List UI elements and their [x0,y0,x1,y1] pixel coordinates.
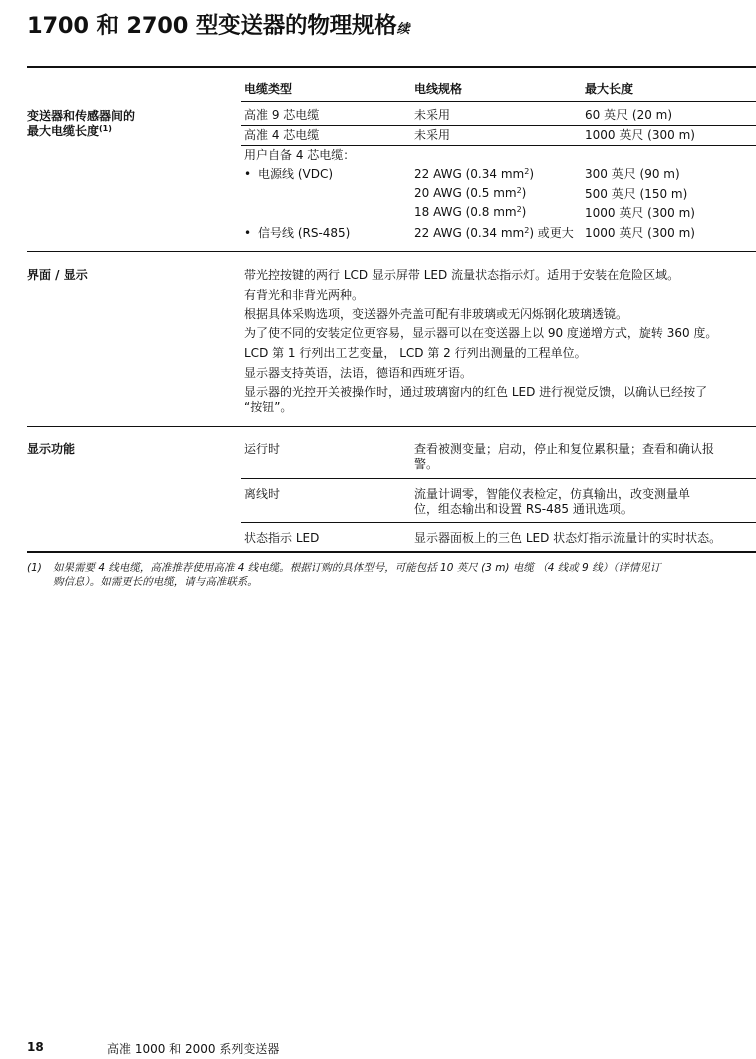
title-continued: 续 [396,22,410,37]
power-gauge-1 [414,167,534,182]
power-gauge-1-post: ) [529,167,534,181]
signal-gauge [414,226,574,241]
power-gauge-2 [414,186,526,201]
power-gauge-2-post: ) [521,186,527,200]
row-rule-2 [241,145,756,146]
function-mode-run: 运行时 [244,442,281,456]
page-title-text: 1700 和 2700 型变送器的物理规格 [27,13,397,39]
length-4-core: 1000 英尺 (300 m) [585,128,695,142]
page-number: 18 [27,1040,44,1054]
power-gauge-1-sup: 2 [524,167,530,176]
signal-gauge-sup: 2 [524,226,530,235]
function-mode-led: 状态指示 LED [244,531,320,545]
footnote-line-2: 购信息）。如需更长的电缆，请与高准联系。 [53,576,258,588]
function-mode-offline: 离线时 [244,487,281,501]
power-gauge-2-sup: 2 [516,186,522,195]
length-9-core: 60 英尺 (20 m) [585,108,673,122]
interface-line-4: 为了使不同的安装定位更容易，显示器可以在变送器上以 90 度递增方式，旋转 360 度。 [244,326,718,340]
cable-type-4-core: 高准 4 芯电缆 [244,128,320,142]
power-gauge-1-pre: 22 AWG (0.34 mm [414,167,525,181]
gauge-4-core: 未采用 [414,128,451,142]
power-gauge-3-post: ) [521,205,527,219]
interface-line-1: 带光控按键的两行 LCD 显示屏带 LED 流量状态指示灯。适用于安装在危险区域。 [244,268,680,282]
cable-section-label-2-text: 最大电缆长度 [27,124,100,138]
top-rule [27,66,756,68]
signal-bullet: • [244,226,252,240]
footnote-ref: (1) [99,124,112,133]
power-line-label: 电源线 (VDC) [258,167,334,181]
function-desc-offline-1: 流量计调零，智能仪表检定，仿真输出，改变测量单 [414,487,691,501]
function-rule-2 [241,522,756,523]
function-rule-1 [241,478,756,479]
header-rule [241,101,756,102]
page-footer-title: 高准 1000 和 2000 系列变送器 [107,1042,280,1056]
cable-section-label-2 [27,124,112,139]
user-cable-label: 用户自备 4 芯电缆： [244,148,356,162]
interface-line-6: 显示器支持英语，法语，德语和西班牙语。 [244,366,473,380]
power-gauge-2-pre: 20 AWG (0.5 mm [414,186,517,200]
cable-type-9-core: 高准 9 芯电缆 [244,108,320,122]
interface-line-7: 显示器的光控开关被操作时，通过玻璃窗内的红色 LED 进行视觉反馈，以确认已经按了 [244,385,708,399]
header-max-length: 最大长度 [585,82,634,96]
section-rule-1 [27,251,756,252]
functions-section-label: 显示功能 [27,442,76,456]
power-bullet: • [244,167,252,181]
signal-line-label: 信号线 (RS-485) [258,226,351,240]
interface-line-2: 有背光和非背光两种。 [244,288,365,302]
function-desc-offline-2: 位，组态输出和设置 RS-485 通讯选项。 [414,502,633,516]
interface-section-label: 界面 / 显示 [27,268,88,282]
signal-length: 1000 英尺 (300 m) [585,226,695,240]
footnote-line-1: 如果需要 4 线电缆，高准推荐使用高准 4 线电缆。根据订购的具体型号，可能包括 10 英尺 (3 m) 电缆 （4 线或 9 线）（详情见订 [53,562,661,574]
power-length-2: 500 英尺 (150 m) [585,187,688,201]
interface-line-3: 根据具体采购选项，变送器外壳盖可配有非玻璃或无闪烁钢化玻璃透镜。 [244,307,629,321]
signal-gauge-post: ) 或更大 [529,226,574,240]
footnote-marker: (1) [27,562,42,574]
page-title [27,8,409,40]
bottom-rule [27,551,756,553]
header-cable-type: 电缆类型 [244,82,293,96]
function-desc-run-1: 查看被测变量；启动，停止和复位累积量；查看和确认报 [414,442,715,456]
power-gauge-3-sup: 2 [516,205,522,214]
gauge-9-core: 未采用 [414,108,451,122]
section-rule-2 [27,426,756,427]
power-length-3: 1000 英尺 (300 m) [585,206,695,220]
cable-section-label-1: 变送器和传感器间的 [27,109,136,123]
power-gauge-3-pre: 18 AWG (0.8 mm [414,205,517,219]
interface-line-5: LCD 第 1 行列出工艺变量， LCD 第 2 行列出测量的工程单位。 [244,346,587,360]
interface-line-8: “按钮”。 [244,400,293,414]
power-length-1: 300 英尺 (90 m) [585,167,680,181]
function-desc-run-2: 警。 [414,457,439,471]
power-gauge-3 [414,205,526,220]
signal-gauge-pre: 22 AWG (0.34 mm [414,226,525,240]
row-rule-1 [241,125,756,126]
function-desc-led: 显示器面板上的三色 LED 状态灯指示流量计的实时状态。 [414,531,722,545]
header-wire-gauge: 电线规格 [414,82,463,96]
